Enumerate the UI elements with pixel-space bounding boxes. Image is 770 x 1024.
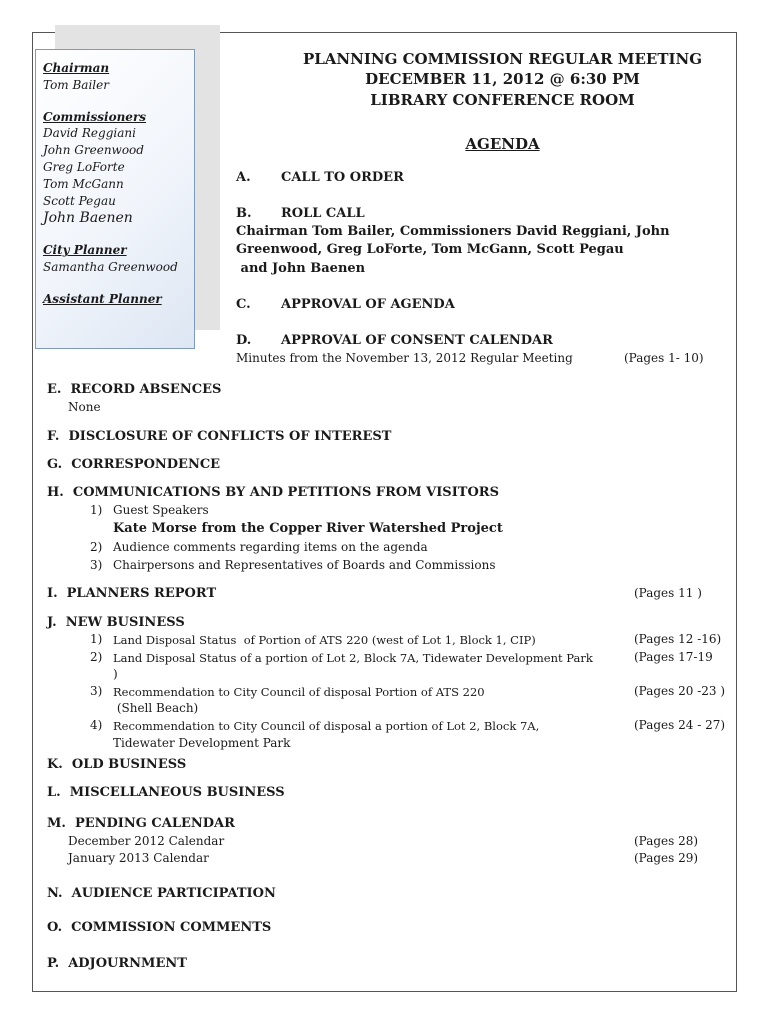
agenda-heading: AGENDA: [465, 135, 540, 153]
item-n-title: N. AUDIENCE PARTICIPATION: [47, 886, 276, 901]
commissioner-name: John Baenen: [43, 210, 133, 227]
page-reference: (Pages 29): [634, 851, 699, 865]
roll-call-line: and John Baenen: [236, 261, 366, 276]
chairpersons-reports: Chairpersons and Representatives of Boards and Commissions: [113, 558, 496, 572]
item-j-title: J. NEW BUSINESS: [47, 615, 185, 630]
calendar-item: December 2012 Calendar: [68, 834, 225, 848]
commissioner-name: Scott Pegau: [43, 193, 116, 208]
new-business-item: Land Disposal Status of Portion of ATS 220 (west of Lot 1, Block 1, CIP): [113, 633, 536, 647]
item-g-title: G. CORRESPONDENCE: [47, 457, 221, 472]
list-number: 3): [90, 684, 103, 698]
list-number: 4): [90, 718, 103, 732]
list-number: 2): [90, 540, 103, 554]
page-reference: (Pages 17-19: [634, 650, 713, 664]
new-business-item-cont: ): [113, 667, 118, 681]
commissioner-name: Tom McGann: [43, 176, 124, 191]
new-business-item: Recommendation to City Council of disposal Portion of ATS 220: [113, 685, 485, 699]
item-i-title: I. PLANNERS REPORT: [47, 586, 217, 601]
item-e-title: E. RECORD ABSENCES: [47, 382, 222, 397]
item-c-letter: C.: [236, 297, 251, 312]
page-reference: (Pages 28): [634, 834, 699, 848]
page-reference: (Pages 12 -16): [634, 632, 722, 646]
item-a-letter: A.: [236, 170, 251, 185]
meeting-location: LIBRARY CONFERENCE ROOM: [370, 91, 635, 109]
new-business-item-cont: (Shell Beach): [113, 701, 199, 715]
item-o-title: O. COMMISSION COMMENTS: [47, 920, 272, 935]
item-a-title: CALL TO ORDER: [281, 170, 404, 185]
commissioners-heading: Commissioners: [43, 109, 147, 124]
new-business-item: Land Disposal Status of a portion of Lot 2, Block 7A, Tidewater Development Park: [113, 651, 593, 665]
city-planner-name: Samantha Greenwood: [43, 260, 178, 275]
page-reference: (Pages 20 -23 ): [634, 684, 726, 698]
item-d-title: APPROVAL OF CONSENT CALENDAR: [281, 333, 553, 348]
calendar-item: January 2013 Calendar: [68, 851, 209, 865]
consent-minutes: Minutes from the November 13, 2012 Regular Meeting: [236, 351, 573, 365]
list-number: 3): [90, 558, 103, 572]
item-c-title: APPROVAL OF AGENDA: [281, 297, 455, 312]
list-number: 1): [90, 503, 103, 517]
meeting-title: PLANNING COMMISSION REGULAR MEETING: [302, 50, 703, 68]
item-b-letter: B.: [236, 206, 252, 221]
roster-sidebar: [35, 49, 195, 349]
page-reference: (Pages 24 - 27): [634, 718, 726, 732]
chairman-name: Tom Bailer: [43, 77, 109, 92]
item-b-title: ROLL CALL: [281, 206, 365, 221]
page-reference: (Pages 1- 10): [624, 351, 704, 365]
item-h-title: H. COMMUNICATIONS BY AND PETITIONS FROM VISITORS: [47, 485, 499, 500]
roll-call-line: Greenwood, Greg LoForte, Tom McGann, Scott Pegau: [236, 242, 624, 257]
list-number: 2): [90, 650, 103, 664]
commissioner-name: John Greenwood: [43, 143, 144, 158]
chairman-heading: Chairman: [43, 61, 110, 75]
item-p-title: P. ADJOURNMENT: [47, 956, 187, 971]
roll-call-line: Chairman Tom Bailer, Commissioners David Reggiani, John: [236, 224, 670, 239]
absences-detail: None: [68, 400, 101, 414]
commissioner-name: David Reggiani: [43, 126, 136, 141]
item-f-title: F. DISCLOSURE OF CONFLICTS OF INTEREST: [47, 429, 392, 444]
guest-speaker-name: Kate Morse from the Copper River Watershed Project: [113, 521, 503, 536]
commissioner-name: Greg LoForte: [43, 159, 125, 174]
new-business-item-cont: Tidewater Development Park: [113, 736, 291, 750]
audience-comments: Audience comments regarding items on the agenda: [113, 540, 428, 554]
assistant-planner-heading: Assistant Planner: [43, 291, 162, 306]
item-k-title: K. OLD BUSINESS: [47, 757, 187, 772]
meeting-date: DECEMBER 11, 2012 @ 6:30 PM: [365, 70, 640, 88]
new-business-item: Recommendation to City Council of disposal a portion of Lot 2, Block 7A,: [113, 719, 540, 733]
item-d-letter: D.: [236, 333, 252, 348]
page-reference: (Pages 11 ): [634, 586, 702, 600]
item-m-title: M. PENDING CALENDAR: [47, 816, 235, 831]
guest-speakers: Guest Speakers: [113, 503, 209, 517]
item-l-title: L. MISCELLANEOUS BUSINESS: [47, 785, 285, 800]
list-number: 1): [90, 632, 103, 646]
city-planner-heading: City Planner: [43, 243, 127, 258]
